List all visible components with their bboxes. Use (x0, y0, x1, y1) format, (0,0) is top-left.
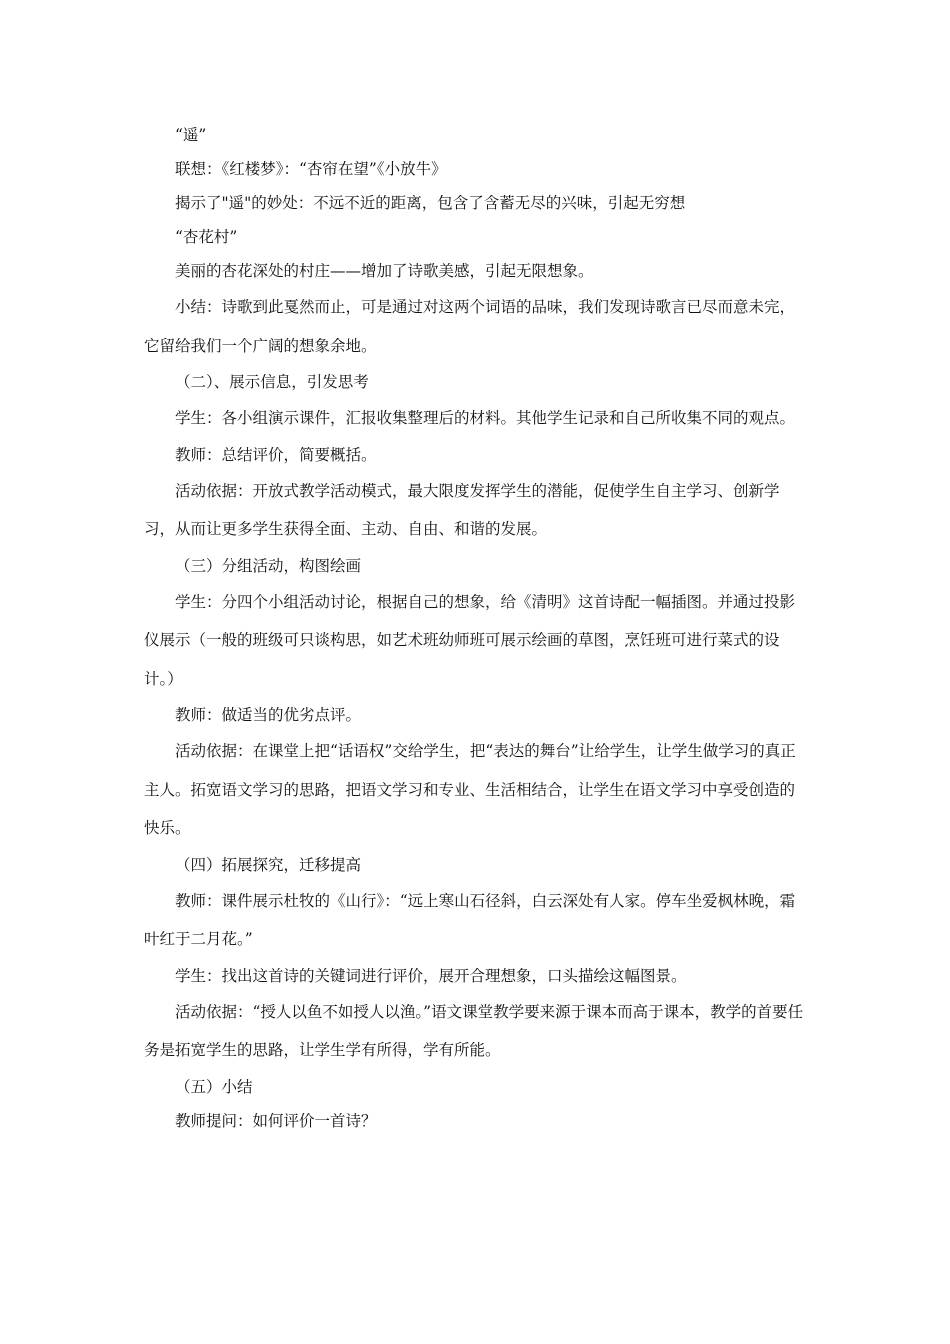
paragraph-basis-2: 活动依据：在课堂上把“话语权”交给学生，把“表达的舞台”让给学生，让学生做学习的真正主人。拓宽语文学习的思路，把语文学习和专业、生活相结合，让学生在语文学习中享受创造的快乐。 (144, 742, 796, 837)
paragraph-student-1: 学生：各小组演示课件，汇报收集整理后的材料。其他学生记录和自己所收集不同的观点。 (175, 409, 796, 427)
paragraph-xinghuacun: “杏花村” (175, 228, 238, 246)
paragraph-basis-3: 活动依据：“授人以鱼不如授人以渔。”语文课堂教学要来源于课本而高于课本，教学的首要任务是拓宽学生的思路，让学生学有所得，学有所能。 (144, 1002, 804, 1059)
paragraph-teacher-3: 教师：课件展示杜牧的《山行》：“远上寒山石径斜，白云深处有人家。停车坐爱枫林晚，霜叶红于二月花。” (144, 891, 796, 948)
paragraph-teacher-question: 教师提问：如何评价一首诗？ (175, 1111, 377, 1130)
paragraph-association: 联想：《红楼梦》：“杏帘在望”《小放牛》 (175, 160, 447, 178)
paragraph-yao: “遥” (175, 126, 207, 144)
section-heading-2: （二）、展示信息，引发思考 (175, 373, 369, 391)
section-heading-5: （五）小结 (175, 1077, 253, 1096)
paragraph-basis-1: 活动依据：开放式教学活动模式，最大限度发挥学生的潜能，促使学生自主学习、创新学习，从而让更多学生获得全面、主动、自由、和谐的发展。 (144, 481, 780, 538)
paragraph-beautiful-village: 美丽的杏花深处的村庄——增加了诗歌美感，引起无限想象。 (175, 262, 594, 280)
paragraph-teacher-1: 教师：总结评价，简要概括。 (175, 445, 377, 464)
paragraph-student-2: 学生：分四个小组活动讨论，根据自己的想象，给《清明》这首诗配一幅插图。并通过投影仪展示（一般的班级可只谈构思，如艺术班幼师班可展示绘画的草图，烹饪班可进行菜式的设计。） (144, 592, 796, 688)
paragraph-teacher-2: 教师：做适当的优劣点评。 (175, 706, 362, 724)
paragraph-student-3: 学生：找出这首诗的关键词进行评价，展开合理想象，口头描绘这幅图景。 (175, 966, 687, 985)
document-page (144, 118, 808, 1138)
paragraph-summary-1: 小结：诗歌到此戛然而止，可是通过对这两个词语的品味，我们发现诗歌言已尽而意未完，它留给我们一个广阔的想象余地。 (144, 298, 796, 355)
section-heading-4: （四）拓展探究，迁移提高 (175, 855, 362, 874)
paragraph-reveal-yao: 揭示了"遥"的妙处：不远不近的距离，包含了含蓄无尽的兴味，引起无穷想 (175, 194, 686, 212)
section-heading-3: （三）分组活动，构图绘画 (175, 556, 362, 575)
